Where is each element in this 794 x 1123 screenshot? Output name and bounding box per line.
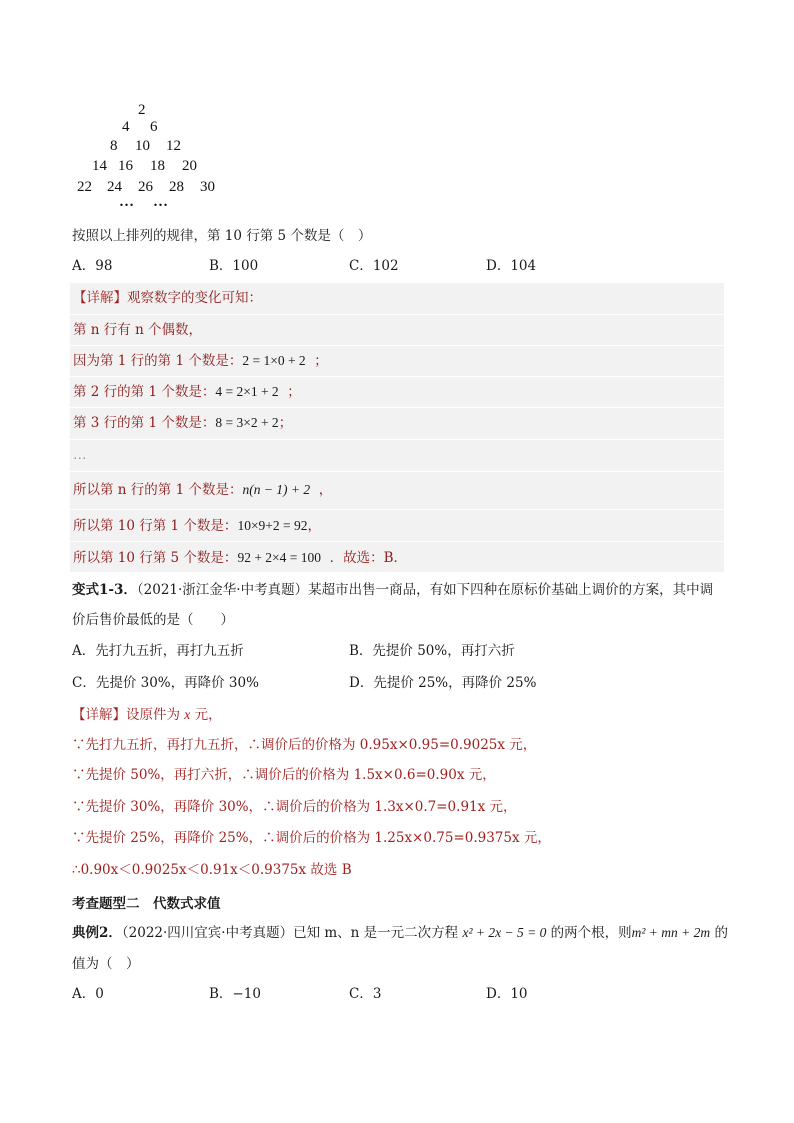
- triangle-number: 30: [200, 179, 215, 195]
- question-3-text-cont: 值为（ ）: [72, 956, 140, 972]
- question-3-stem: [72, 923, 728, 943]
- solution-punct: ；: [314, 353, 328, 369]
- solution-formula: 92 + 2×4 = 100: [237, 550, 322, 565]
- solution-line: ∵先提价 25%，再降价 25%，∴调价后的价格为 1.25x×0.75=0.9375x 元，: [72, 830, 551, 846]
- question-2-stem: [72, 580, 713, 600]
- solution-answer: ∴0.90x＜0.9025x＜0.91x＜0.9375x 故选 B: [72, 862, 352, 878]
- solution-formula: n(n − 1) + 2: [242, 482, 311, 497]
- triangle-number: 24: [107, 179, 122, 195]
- triangle-number: 4: [122, 119, 130, 135]
- solution-variable: x: [184, 707, 191, 722]
- triangle-number: 8: [110, 138, 118, 154]
- solution-punct: ，: [307, 518, 322, 534]
- question-2-label: 变式1-3．: [72, 582, 137, 598]
- solution-punct: ；: [287, 384, 301, 400]
- solution-formula: 2 = 1×0 + 2: [242, 353, 306, 368]
- triangle-number: 22: [77, 179, 92, 195]
- option-b: B．−10: [209, 986, 261, 1002]
- triangle-ellipsis: …: [119, 194, 134, 210]
- question-2-text: （2021·浙江金华·中考真题）某超市出售一商品，有如下四种在原标价基础上调价的方案，其中调: [136, 582, 714, 598]
- option-c: C．3: [349, 986, 382, 1002]
- solution-line: 所以第 10 行第 5 个数是：: [73, 550, 238, 566]
- solution-line: ∵先提价 30%，再降价 30%，∴调价后的价格为 1.3x×0.7=0.91x 元，: [72, 799, 517, 815]
- triangle-number: 12: [166, 138, 181, 154]
- triangle-number: 16: [118, 158, 133, 174]
- question-3-text: 的: [710, 925, 728, 941]
- solution-tag: 【详解】: [72, 707, 126, 723]
- option-a: A．先打九五折，再打九五折: [72, 643, 244, 659]
- solution-punct: ；: [278, 415, 293, 431]
- option-a: A．0: [72, 986, 104, 1002]
- solution-line: 第 3 行的第 1 个数是：: [73, 415, 216, 431]
- question-2-text-cont: 价后售价最低的是（ ）: [72, 612, 234, 628]
- triangle-ellipsis: …: [153, 194, 168, 210]
- section-title: 考查题型二 代数式求值: [72, 896, 221, 912]
- solution-line: 元，: [190, 707, 222, 723]
- question-3-text: 的两个根，则: [546, 925, 632, 941]
- solution-line: 第 2 行的第 1 个数是：: [73, 384, 216, 400]
- triangle-number: 10: [135, 138, 150, 154]
- triangle-number: 14: [92, 158, 107, 174]
- option-d: D．10: [486, 986, 528, 1002]
- question-1-text: 按照以上排列的规律，第 10 行第 5 个数是（ ）: [72, 228, 372, 244]
- option-a: A．98: [72, 258, 113, 274]
- solution-tag: 【详解】: [73, 290, 127, 306]
- solution-formula: 4 = 2×1 + 2: [215, 384, 279, 399]
- option-c: C．102: [349, 258, 399, 274]
- solution-line: 观察数字的变化可知：: [127, 290, 262, 306]
- solution-ellipsis: …: [73, 447, 87, 462]
- option-d: D．先提价 25%，再降价 25%: [349, 675, 537, 691]
- question-3-equation: x² + 2x − 5 = 0: [462, 925, 547, 940]
- triangle-number: 18: [150, 158, 165, 174]
- question-3-text: （2022·四川宜宾·中考真题）已知 m、n 是一元二次方程: [121, 925, 463, 941]
- solution-formula: 8 = 3×2 + 2: [215, 415, 279, 430]
- question-3-expression: m² + mn + 2m: [631, 925, 711, 940]
- solution-line: ∵先打九五折，再打九五折，∴调价后的价格为 0.95x×0.95=0.9025x 元，: [72, 737, 537, 753]
- solution-line: 所以第 n 行的第 1 个数是：: [73, 482, 243, 498]
- solution-2-intro: [72, 705, 222, 725]
- solution-answer: ．故选：B．: [329, 550, 408, 566]
- question-3-label: 典例2．: [72, 925, 122, 941]
- option-b: B．先提价 50%，再打六折: [349, 643, 515, 659]
- solution-punct: ，: [318, 482, 333, 498]
- option-c: C．先提价 30%，再降价 30%: [72, 675, 259, 691]
- option-d: D．104: [486, 258, 537, 274]
- solution-line: 第 n 行有 n 个偶数，: [73, 322, 203, 338]
- triangle-number: 6: [150, 119, 158, 135]
- solution-line: 所以第 10 行第 1 个数是：: [73, 518, 238, 534]
- triangle-number: 28: [169, 179, 184, 195]
- option-b: B．100: [209, 258, 259, 274]
- solution-formula: 10×9+2 = 92: [237, 518, 308, 533]
- triangle-number: 20: [182, 158, 197, 174]
- solution-line: 因为第 1 行的第 1 个数是：: [73, 353, 243, 369]
- triangle-number: 2: [138, 102, 146, 118]
- solution-line: ∵先提价 50%，再打六折，∴调价后的价格为 1.5x×0.6=0.90x 元，: [72, 767, 496, 783]
- triangle-number: 26: [138, 179, 153, 195]
- solution-line: 设原件为: [126, 707, 185, 723]
